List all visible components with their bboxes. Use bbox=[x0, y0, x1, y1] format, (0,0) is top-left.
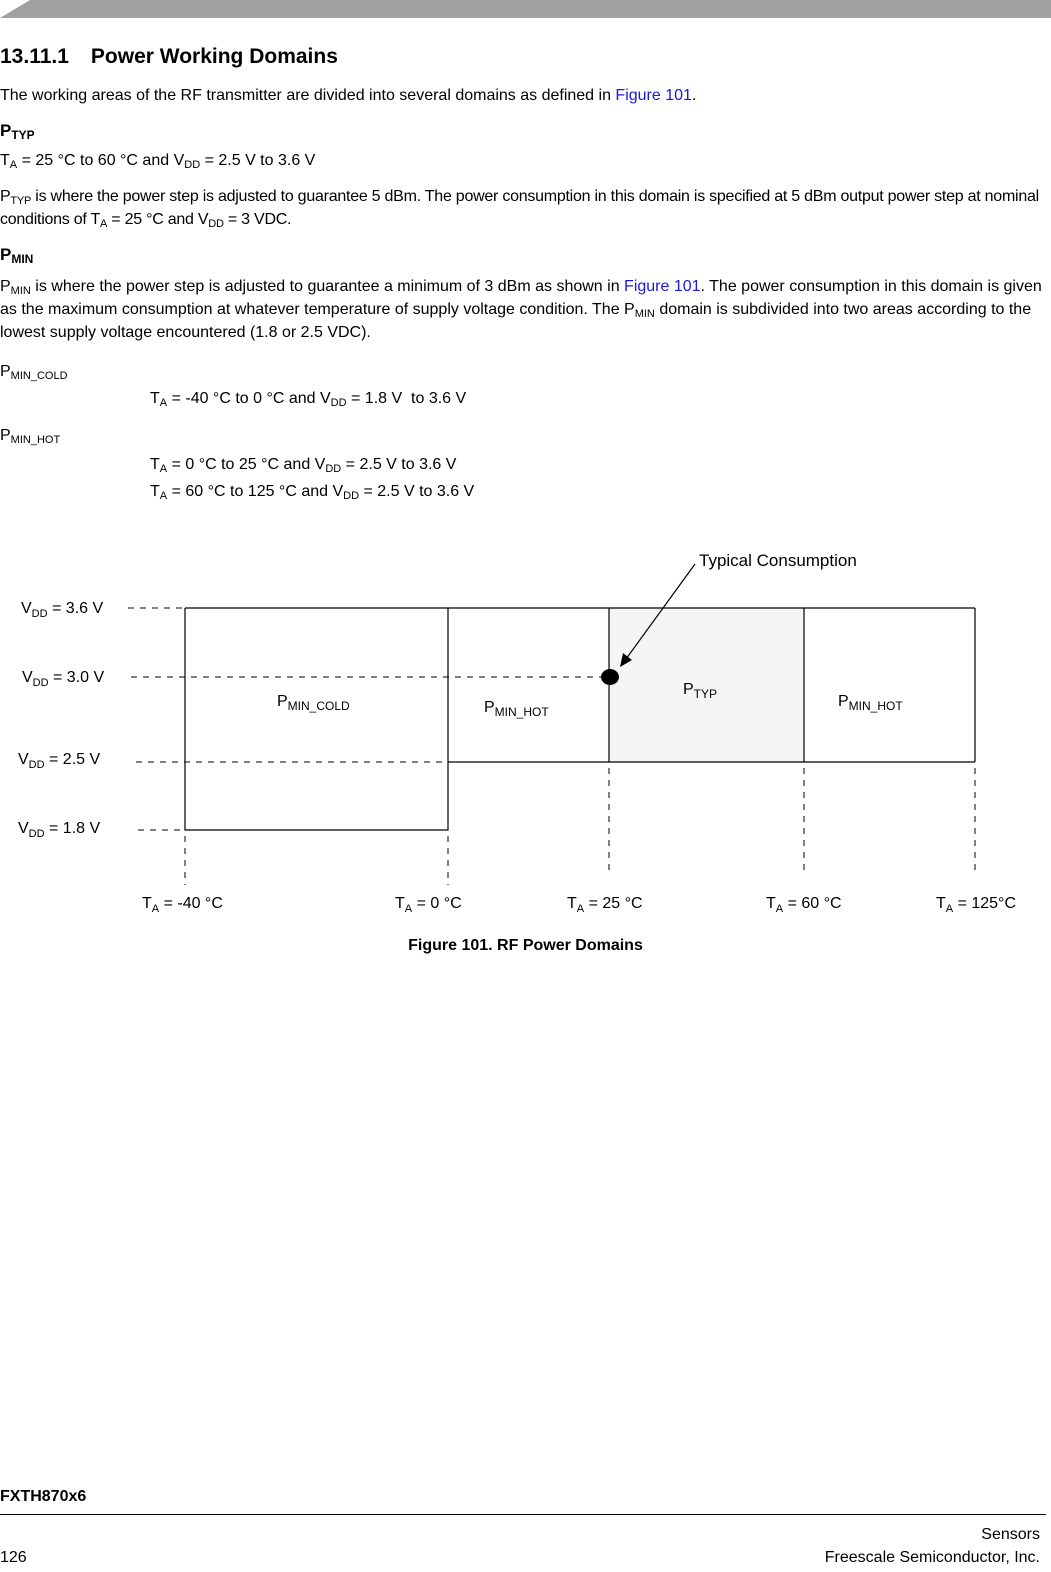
top-banner-bar bbox=[0, 0, 1051, 20]
ptyp-heading: $P_{TYP}$ bbox=[0, 121, 35, 142]
guide-lines bbox=[128, 608, 975, 885]
section-title: Power Working Domains bbox=[90, 45, 338, 68]
footer-page-number: 126 bbox=[0, 1549, 27, 1566]
section-heading bbox=[0, 47, 338, 67]
rf-power-domains-diagram bbox=[0, 540, 1051, 920]
label-vdd-2-5: $V_{DD} = 2.5$ V bbox=[18, 751, 101, 771]
ptyp-description: $P_{TYP}$ is where the power step is adjusted to guarantee 5 dBm. The power consumption in this domain is specified at 5 dBm output power step at nominal conditions of $T_A = 25$ °C and $V_{DD} = 3$ VDC. bbox=[0, 188, 1039, 230]
pmin-heading: $P_{MIN}$ bbox=[0, 245, 34, 266]
region-ptyp-box bbox=[609, 608, 804, 762]
typical-consumption-label: Typical Consumption bbox=[699, 551, 857, 570]
pmin-hot-condition-1: $T_A = 0$ °C to 25 °C and $V_{DD} = 2.5$ V to 3.6 V bbox=[150, 456, 457, 475]
footer-doc-title: FXTH870x6 bbox=[0, 1488, 87, 1505]
label-ta-60: $T_A = 60$ °C bbox=[766, 895, 842, 915]
label-ta-0: $T_A = 0$ °C bbox=[395, 895, 462, 915]
footer-company: Freescale Semiconductor, Inc. bbox=[824, 1549, 1040, 1566]
region-label-pmin-hot-1: $P_{MIN\_HOT}$ bbox=[484, 699, 549, 719]
figure-101-link-2[interactable]: Figure 101 bbox=[624, 278, 701, 295]
ptyp-condition: $T_A = 25$ °C to 60 °C and $V_{DD} = 2.5$ V to 3.6 V bbox=[0, 152, 316, 171]
pmin-cold-condition: $T_A = -40$ °C to 0 °C and $V_{DD} = 1.8$ V to 3.6 V bbox=[150, 390, 467, 409]
domain-boundaries bbox=[185, 608, 975, 830]
label-vdd-1-8: $V_{DD} = 1.8$ V bbox=[18, 820, 101, 840]
pmin-description: $P_{MIN}$ is where the power step is adjusted to guarantee a minimum of 3 dBm as shown in Figure 101. The power consumption in this domain is given as the maximum consumption at whatever temperature of supply voltage condition. The $P_{MIN}$ domain is subdivided into two areas according to the lowest supply voltage encountered (1.8 or 2.5 VDC). bbox=[0, 278, 1042, 341]
region-label-pmin-hot-2: $P_{MIN\_HOT}$ bbox=[838, 693, 903, 713]
intro-paragraph: The working areas of the RF transmitter are divided into several domains as defined in Figure 101. bbox=[0, 87, 697, 104]
pmin-cold-label: $P_{MIN\_COLD}$ bbox=[0, 363, 68, 382]
pmin-hot-condition-2: $T_A = 60$ °C to 125 °C and $V_{DD} = 2.5$ V to 3.6 V bbox=[150, 483, 475, 502]
region-label-ptyp: $P_{TYP}$ bbox=[683, 681, 718, 701]
region-label-pmin-cold: $P_{MIN\_COLD}$ bbox=[277, 693, 350, 713]
footer-divider bbox=[0, 1514, 1046, 1515]
section-number: 13.11.1 bbox=[0, 45, 69, 68]
typical-consumption-point bbox=[601, 669, 619, 685]
footer-section-name: Sensors bbox=[981, 1526, 1040, 1543]
pmin-hot-label: $P_{MIN\_HOT}$ bbox=[0, 427, 61, 446]
figure-caption: Figure 101. RF Power Domains bbox=[408, 937, 643, 954]
label-ta-125: $T_A = 125^\circ C$ bbox=[936, 895, 1017, 915]
label-vdd-3-0: $V_{DD} = 3.0$ V bbox=[22, 669, 105, 689]
label-vdd-3-6: $V_{DD} = 3.6$ V bbox=[21, 600, 104, 620]
label-ta-minus40: $T_A = -40$ °C bbox=[142, 895, 223, 915]
figure-101-link[interactable]: Figure 101 bbox=[615, 87, 692, 104]
label-ta-25: $T_A = 25$ °C bbox=[567, 895, 643, 915]
